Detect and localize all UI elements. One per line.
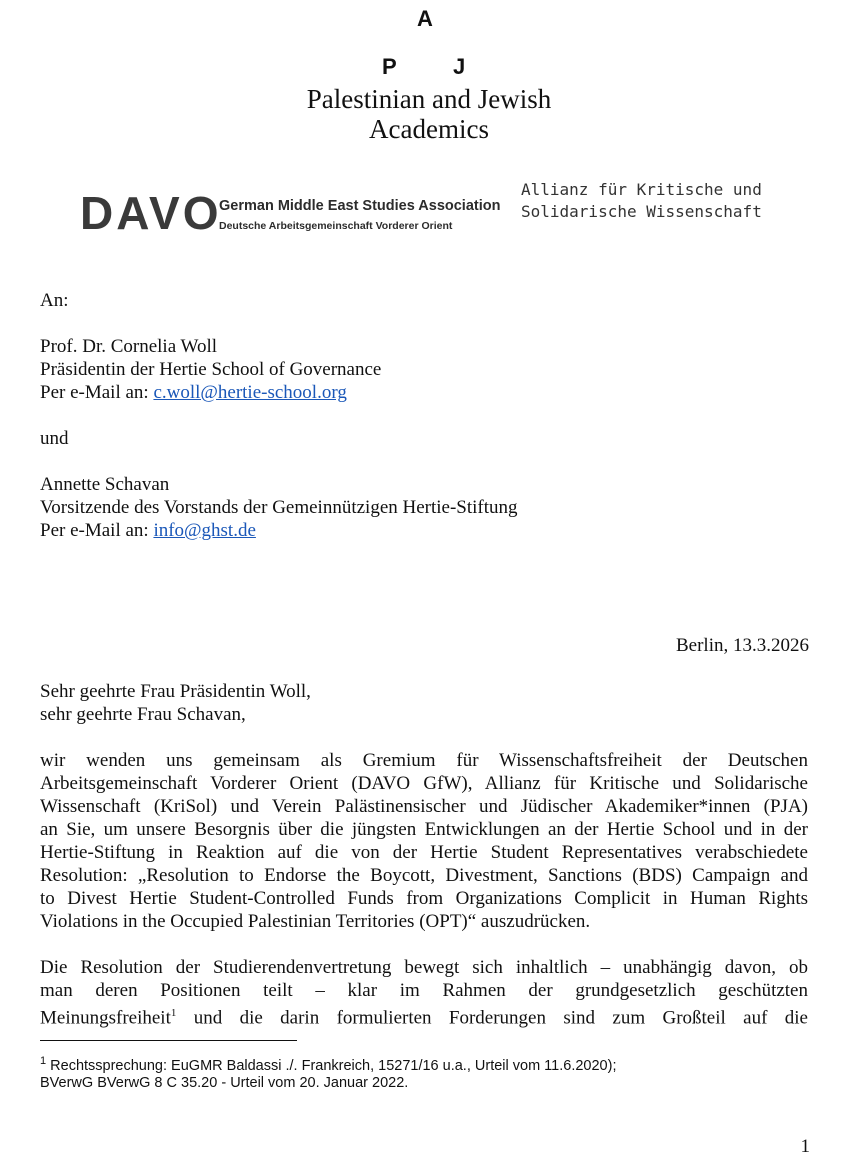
paragraph2-line3-end: und die darin formulierten Forderungen sind zum Großteil auf die: [176, 1007, 808, 1029]
davo-logo-mark: DAVO: [80, 187, 222, 239]
body-paragraph-2: [40, 956, 808, 1029]
recipient1-email-prefix: Per e-Mail an:: [40, 382, 154, 403]
davo-logo-german-name: Deutsche Arbeitsgemeinschaft Vorderer Orient: [219, 220, 453, 232]
paragraph1-line: Arbeitsgemeinschaft Vorderer Orient (DAVO GfW), Allianz für Kritische und Solidarische: [40, 773, 808, 794]
paragraph2-line2: man deren Positionen teilt – klar im Rahmen der grundgesetzlich geschützten: [40, 980, 808, 1001]
footnote-number: 1: [40, 1055, 47, 1067]
page-number: 1: [800, 1136, 810, 1157]
paragraph2-line3-start: Meinungsfreiheit: [40, 1007, 171, 1029]
recipient1-email-link[interactable]: c.woll@hertie-school.org: [153, 382, 347, 403]
paragraph1-line: Hertie-Stiftung in Reaktion auf die von der Hertie Student Representatives verabschiedete: [40, 842, 808, 863]
paragraph2-line1: Die Resolution der Studierendenvertretung bewegt sich inhaltlich – unabhängig davon, ob: [40, 957, 808, 978]
recipient2-email-line: [40, 519, 256, 542]
pja-logo-letter-p: P: [382, 54, 397, 79]
paragraph2-line3: [40, 1002, 808, 1029]
pja-logo-letter-a: A: [417, 6, 433, 31]
paragraph1-line: to Divest Hertie Student-Controlled Funds from Organizations Complicit in Human Rights: [40, 888, 808, 909]
place-date: Berlin, 13.3.2026: [676, 635, 809, 656]
address-conjunction: und: [40, 428, 69, 449]
paragraph1-line: wir wenden uns gemeinsam als Gremium für Wissenschaftsfreiheit der Deutschen: [40, 750, 808, 771]
footnote-reference[interactable]: 1: [170, 1007, 177, 1019]
footnote-divider: [40, 1040, 297, 1041]
recipient1-email-line: [40, 381, 347, 404]
paragraph1-line: Wissenschaft (KriSol) und Verein Palästinensischer und Jüdischer Akademiker*innen (PJA): [40, 796, 808, 817]
pja-logo-name-line2: Academics: [369, 114, 489, 144]
recipient2-role: Vorsitzende des Vorstands der Gemeinnützigen Hertie-Stiftung: [40, 497, 518, 518]
body-paragraph-1: [40, 749, 808, 933]
address-label: An:: [40, 290, 69, 311]
recipient1-name: Prof. Dr. Cornelia Woll: [40, 336, 218, 357]
davo-logo-english-name: German Middle East Studies Association: [219, 198, 501, 214]
recipient2-name: Annette Schavan: [40, 474, 170, 495]
recipient1-role: Präsidentin der Hertie School of Governance: [40, 359, 382, 380]
paragraph1-line: Violations in the Occupied Palestinian Territories (OPT)“ auszudrücken.: [40, 911, 591, 932]
salutation-line1: Sehr geehrte Frau Präsidentin Woll,: [40, 681, 311, 702]
krisol-logo-line2: Solidarische Wissenschaft: [521, 202, 762, 221]
paragraph1-line: Resolution: „Resolution to Endorse the Boycott, Divestment, Sanctions (BDS) Campaign and: [40, 865, 808, 886]
krisol-logo-line1: Allianz für Kritische und: [521, 180, 762, 199]
salutation-line2: sehr geehrte Frau Schavan,: [40, 704, 246, 725]
footnote-line2: BVerwG BVerwG 8 C 35.20 - Urteil vom 20. Januar 2022.: [40, 1075, 409, 1091]
footnote-text1: Rechtssprechung: EuGMR Baldassi ./. Frankreich, 15271/16 u.a., Urteil vom 11.6.2020);: [46, 1057, 617, 1074]
pja-logo-letter-j: J: [453, 54, 466, 79]
pja-logo-name-line1: Palestinian and Jewish: [306, 84, 552, 114]
recipient2-email-link[interactable]: info@ghst.de: [153, 520, 256, 541]
recipient2-email-prefix: Per e-Mail an:: [40, 520, 154, 541]
paragraph1-line: an Sie, um unsere Besorgnis über die jüngsten Entwicklungen an der Hertie School und in der: [40, 819, 808, 840]
